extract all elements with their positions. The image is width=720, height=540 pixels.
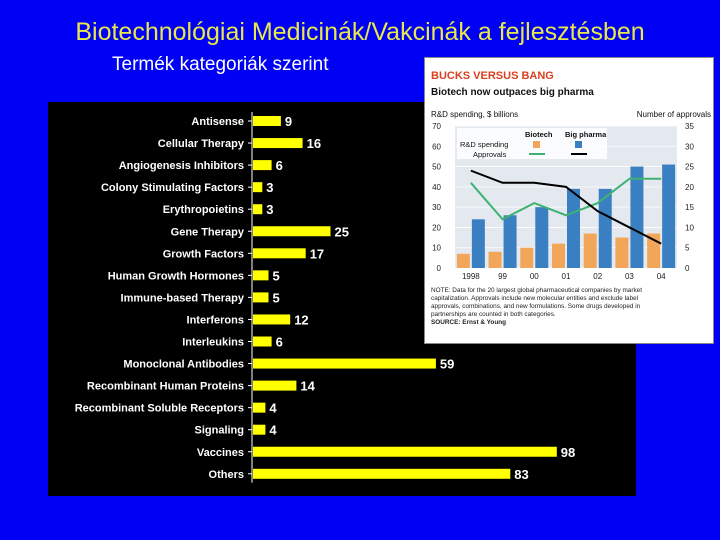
note-line: approvals, combinations, and new formulations. Some drugs developed in <box>431 303 641 310</box>
category-label: Gene Therapy <box>170 226 244 239</box>
bar <box>253 204 262 214</box>
category-label: Others <box>208 468 244 481</box>
bar <box>253 469 510 479</box>
inset-note <box>431 287 642 318</box>
inset-chart-panel <box>424 57 714 344</box>
category-label: Growth Factors <box>162 248 244 261</box>
legend-label: Biotech <box>525 130 553 139</box>
data-label: 4 <box>269 400 277 416</box>
data-label: 12 <box>294 312 309 328</box>
category-label: Human Growth Hormones <box>107 270 244 283</box>
left-axis-title: R&D spending, $ billions <box>431 110 519 119</box>
biotech-rd-bar <box>489 252 502 268</box>
category-label: Erythropoietins <box>162 204 244 217</box>
data-label: 4 <box>269 422 277 438</box>
category-label: Signaling <box>194 424 244 437</box>
biotech-rd-bar <box>584 234 597 268</box>
category-label: Colony Stimulating Factors <box>100 182 244 195</box>
bar <box>253 270 269 280</box>
bar <box>253 160 272 170</box>
bar <box>253 182 262 192</box>
biotech-rd-bar <box>647 234 660 268</box>
x-tick-label: 01 <box>561 272 571 281</box>
right-tick-label: 30 <box>685 142 694 152</box>
bar <box>253 314 290 324</box>
category-label: Vaccines <box>196 446 244 459</box>
category-label: Monoclonal Antibodies <box>123 358 244 371</box>
data-label: 59 <box>439 356 455 372</box>
right-axis-title: Number of approvals <box>636 110 711 119</box>
legend-label: Big pharma <box>565 130 607 139</box>
data-label: 98 <box>560 444 576 460</box>
x-tick-label: 04 <box>656 272 666 281</box>
category-label: Angiogenesis Inhibitors <box>118 160 244 173</box>
slide-subtitle: Termék kategoriák szerint <box>112 54 329 75</box>
left-tick-label: 30 <box>432 203 441 213</box>
category-label: Recombinant Soluble Receptors <box>74 402 244 415</box>
data-label: 14 <box>300 378 315 394</box>
data-label: 9 <box>284 114 293 129</box>
category-label: Interferons <box>186 314 244 327</box>
biotech-rd-bar <box>457 254 470 268</box>
left-tick-label: 0 <box>436 264 441 273</box>
bar <box>253 248 306 258</box>
biotech-rd-bar <box>615 238 628 268</box>
data-label: 3 <box>266 202 274 218</box>
right-tick-label: 20 <box>685 182 694 192</box>
pharma-rd-bar <box>535 207 548 268</box>
bar <box>253 447 557 457</box>
pharma-rd-bar <box>630 167 643 268</box>
data-label: 5 <box>272 290 280 306</box>
left-tick-label: 60 <box>432 142 441 152</box>
legend-swatch <box>575 141 582 148</box>
right-tick-label: 5 <box>685 243 690 253</box>
pharma-rd-bar <box>567 189 580 268</box>
category-label: Interleukins <box>182 336 244 349</box>
inset-title: BUCKS VERSUS BANG <box>431 70 554 82</box>
left-tick-label: 20 <box>432 223 441 233</box>
left-tick-label: 10 <box>432 243 441 253</box>
data-label: 17 <box>309 246 325 262</box>
data-label: 6 <box>275 158 283 174</box>
bar <box>253 116 281 126</box>
inset-subtitle: Biotech now outpaces big pharma <box>431 87 594 98</box>
category-label: Immune-based Therapy <box>120 292 244 305</box>
inset-source: SOURCE: Ernst & Young <box>431 319 507 326</box>
right-tick-label: 10 <box>685 223 694 233</box>
biotech-rd-bar <box>520 248 533 268</box>
right-tick-label: 0 <box>685 264 690 273</box>
right-tick-label: 35 <box>685 122 694 131</box>
bar <box>253 292 269 302</box>
category-label: Antisense <box>191 116 244 128</box>
left-tick-label: 70 <box>432 122 441 131</box>
legend-label: Approvals <box>473 150 507 159</box>
inset-legend <box>457 128 607 159</box>
bar <box>253 381 296 391</box>
data-label: 5 <box>272 268 280 284</box>
pharma-rd-bar <box>472 219 485 268</box>
x-tick-label: 00 <box>529 272 539 281</box>
right-tick-label: 25 <box>685 162 694 172</box>
data-label: 25 <box>334 224 349 240</box>
bar <box>253 226 331 236</box>
data-label: 3 <box>266 180 274 196</box>
pharma-rd-bar <box>504 215 517 268</box>
left-tick-label: 50 <box>432 162 441 172</box>
note-line: capitalization. Approvals include new molecular entities and exclude label <box>431 295 639 302</box>
note-line: NOTE: Data for the 20 largest global pharmaceutical companies by market <box>431 287 642 294</box>
data-label: 6 <box>275 334 283 350</box>
x-tick-label: 1998 <box>461 272 480 281</box>
data-label: 83 <box>514 466 529 482</box>
category-label: Recombinant Human Proteins <box>86 380 244 393</box>
bar <box>253 359 436 369</box>
rd-approvals-chart <box>425 58 715 345</box>
slide-title: Biotechnológiai Medicinák/Vakcinák a fejlesztésben <box>75 18 645 46</box>
x-tick-label: 03 <box>624 272 634 281</box>
left-tick-label: 40 <box>432 182 441 192</box>
data-label: 16 <box>306 136 322 152</box>
pharma-rd-bar <box>662 165 675 268</box>
legend-swatch <box>533 141 540 148</box>
note-line: partnerships are counted in both categories. <box>431 311 556 318</box>
legend-label: R&D spending <box>460 140 509 149</box>
x-tick-label: 99 <box>498 272 508 281</box>
bar <box>253 425 265 435</box>
bar <box>253 403 265 413</box>
x-tick-label: 02 <box>593 272 603 281</box>
bar <box>253 138 303 148</box>
right-tick-label: 15 <box>685 203 694 213</box>
category-label: Cellular Therapy <box>157 138 244 151</box>
biotech-rd-bar <box>552 244 565 268</box>
bar <box>253 337 272 347</box>
